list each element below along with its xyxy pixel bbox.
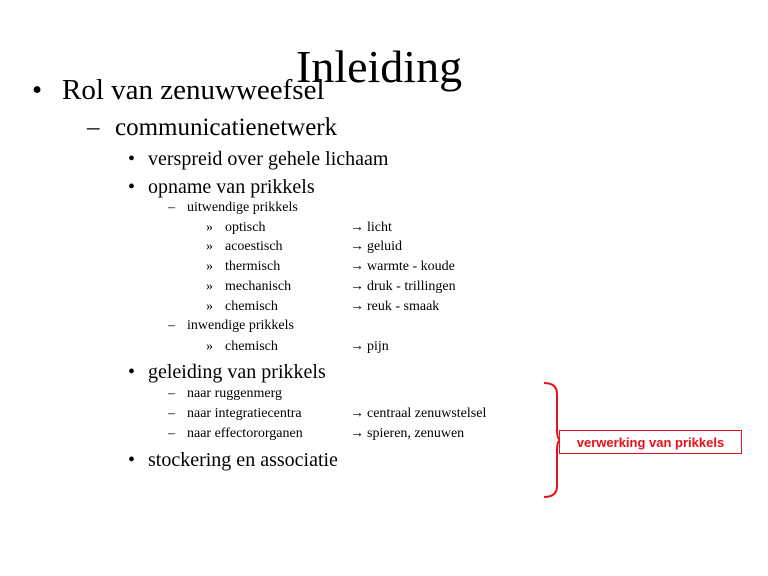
list-item: verspreid over gehele lichaam xyxy=(148,148,389,170)
arrow-icon: → xyxy=(350,406,364,421)
list-item: thermisch xyxy=(225,259,281,274)
marker: » xyxy=(206,220,213,235)
result-text: warmte - koude xyxy=(367,259,455,274)
slide-title: Inleiding xyxy=(296,41,463,92)
level1-text: Rol van zenuwweefsel xyxy=(62,74,325,106)
bullet-marker: • xyxy=(128,361,136,383)
marker: » xyxy=(206,239,213,254)
sublist-label: inwendige prikkels xyxy=(187,318,294,333)
note-box: verwerking van prikkels xyxy=(559,430,742,454)
dash-marker: – xyxy=(168,386,175,401)
list-item: stockering en associatie xyxy=(148,449,338,471)
list-item: naar ruggenmerg xyxy=(187,386,282,401)
sublist-label: uitwendige prikkels xyxy=(187,200,298,215)
dash-marker: – xyxy=(168,318,175,333)
list-item: mechanisch xyxy=(225,279,292,294)
dash-marker: – xyxy=(168,426,175,441)
result-text: druk - trillingen xyxy=(367,279,456,294)
dash-marker: – xyxy=(168,200,175,215)
list-item: geleiding van prikkels xyxy=(148,361,326,383)
arrow-icon: → xyxy=(350,239,364,254)
result-text: spieren, zenuwen xyxy=(367,426,465,441)
result-text: pijn xyxy=(367,339,389,354)
list-item: naar integratiecentra xyxy=(187,406,302,421)
result-text: reuk - smaak xyxy=(367,299,440,314)
bullet-marker: • xyxy=(128,449,136,471)
marker: » xyxy=(206,299,213,314)
marker: » xyxy=(206,339,213,354)
arrow-icon: → xyxy=(350,279,364,294)
list-item: optisch xyxy=(225,220,266,235)
bullet-marker: • xyxy=(32,74,43,106)
marker: » xyxy=(206,259,213,274)
list-item: acoestisch xyxy=(225,239,283,254)
arrow-icon: → xyxy=(350,220,364,235)
arrow-icon: → xyxy=(350,339,364,354)
arrow-icon: → xyxy=(350,259,364,274)
result-text: geluid xyxy=(367,239,402,254)
level2-text: communicatienetwerk xyxy=(115,114,338,141)
arrow-icon: → xyxy=(350,299,364,314)
bullet-marker: • xyxy=(128,148,136,170)
bullet-marker: • xyxy=(128,176,136,198)
dash-marker: – xyxy=(87,114,100,141)
list-item: naar effectororganen xyxy=(187,426,303,441)
list-item: chemisch xyxy=(225,299,278,314)
dash-marker: – xyxy=(168,406,175,421)
list-item: opname van prikkels xyxy=(148,176,315,198)
arrow-icon: → xyxy=(350,426,364,441)
marker: » xyxy=(206,279,213,294)
result-text: centraal zenuwstelsel xyxy=(367,406,487,421)
list-item: chemisch xyxy=(225,339,278,354)
result-text: licht xyxy=(367,220,392,235)
